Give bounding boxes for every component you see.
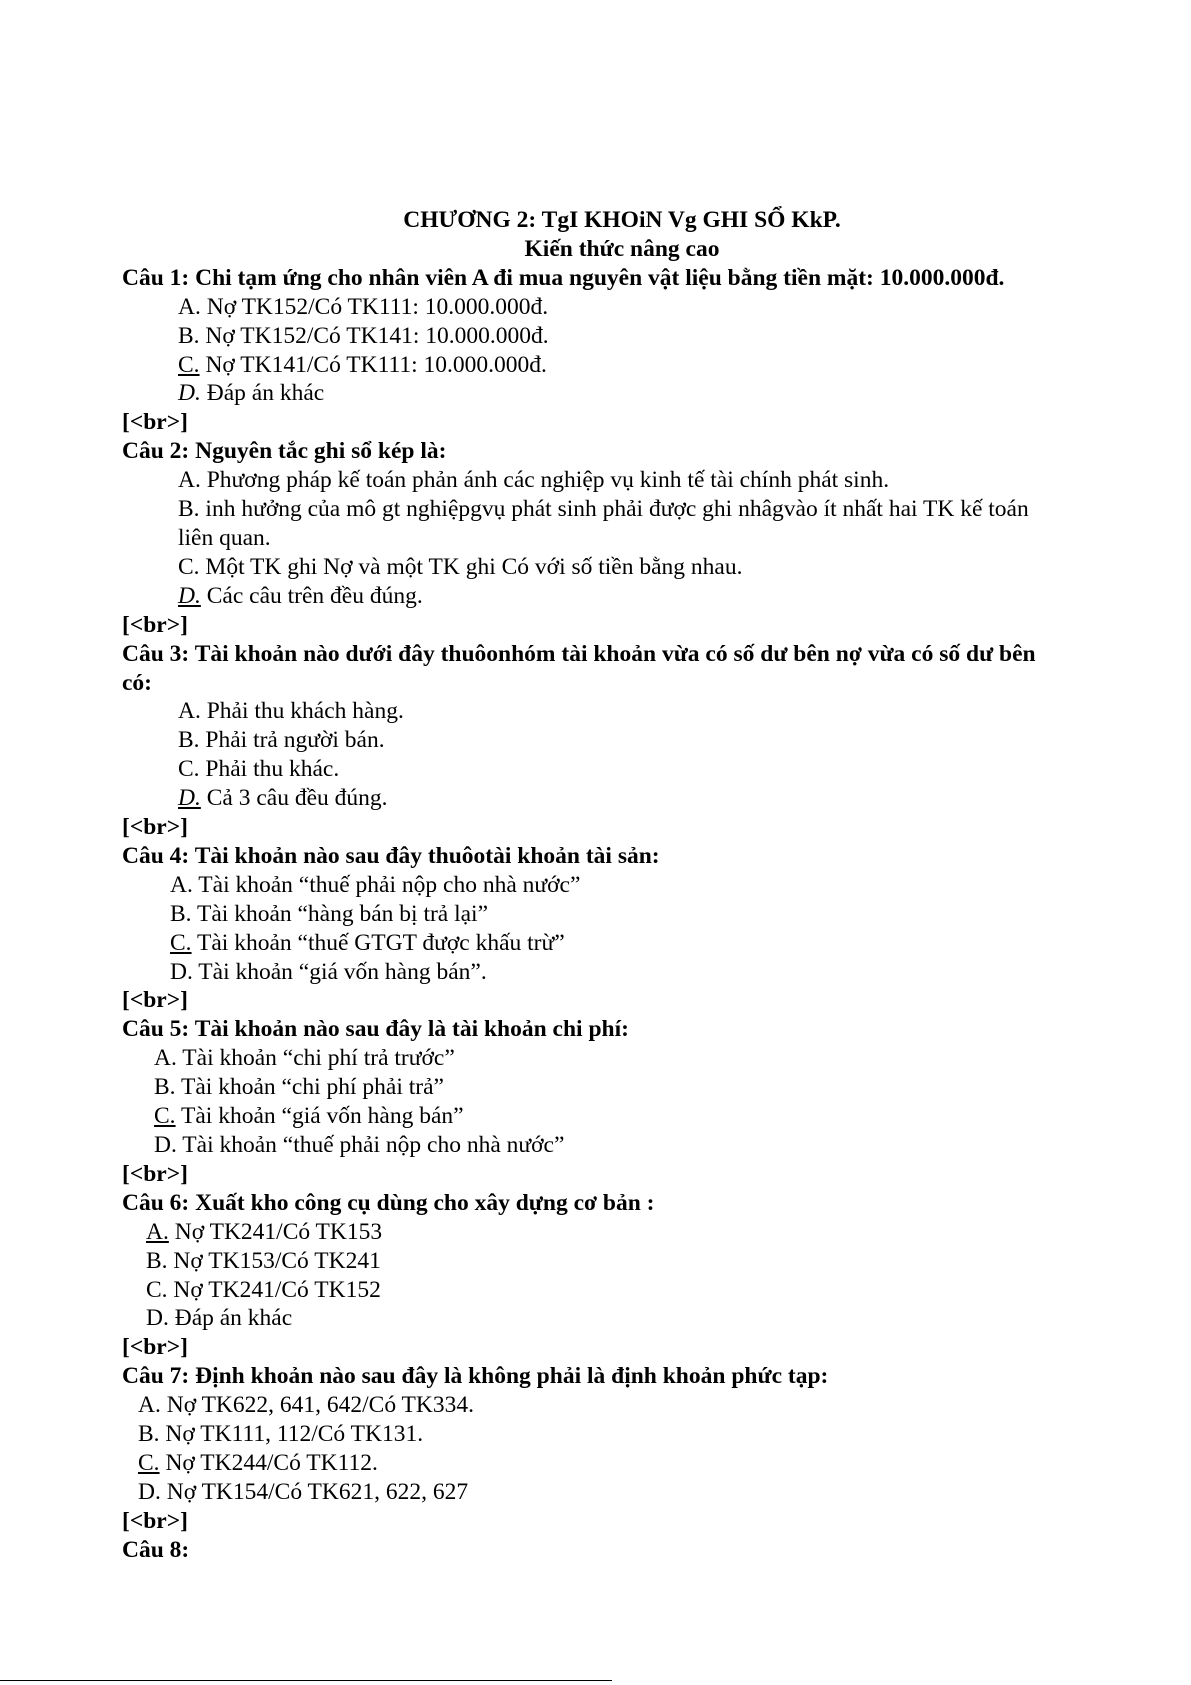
question-2-option-b-cont: liên quan. xyxy=(178,524,271,551)
answer-marker: D. xyxy=(178,582,201,609)
separator-3: [<br>] xyxy=(122,814,188,841)
question-6-stem: Câu 6: Xuất kho công cụ dùng cho xây dựng cơ bản : xyxy=(122,1189,655,1216)
option-text: Đáp án khác xyxy=(200,380,325,407)
question-5-option-b: B. Tài khoản “chi phí phải trả” xyxy=(154,1074,444,1101)
answer-marker: C. xyxy=(138,1449,160,1476)
question-5-option-d: D. Tài khoản “thuế phải nộp cho nhà nước” xyxy=(154,1132,565,1158)
question-2-option-a: A. Phương pháp kế toán phản ánh các nghiệp vụ kinh tế tài chính phát sinh. xyxy=(178,467,890,494)
chapter-title: CHƯƠNG 2: TgI KHOiN Vg GHI SỔ KkP. xyxy=(403,207,841,233)
document-content xyxy=(122,206,1122,1565)
question-7-option-a: A. Nợ TK622, 641, 642/Có TK334. xyxy=(138,1392,474,1419)
question-4-option-a: A. Tài khoản “thuế phải nộp cho nhà nước” xyxy=(170,871,581,898)
option-text: Tài khoản “thuế GTGT được khấu trừ” xyxy=(191,929,565,956)
question-7-option-d: D. Nợ TK154/Có TK621, 622, 627 xyxy=(138,1478,469,1505)
section-subtitle: Kiến thức nâng cao xyxy=(524,235,720,262)
separator-6: [<br>] xyxy=(122,1334,188,1361)
question-3-option-a: A. Phải thu khách hàng. xyxy=(178,698,404,725)
answer-marker: C. xyxy=(178,351,200,378)
question-1-option-a: A. Nợ TK152/Có TK111: 10.000.000đ. xyxy=(178,293,549,320)
question-1-option-d xyxy=(122,379,1122,408)
option-text: Cả 3 câu đều đúng. xyxy=(200,785,388,812)
question-2-stem: Câu 2: Nguyên tắc ghi sổ kép là: xyxy=(122,438,447,465)
question-8-stem: Câu 8: xyxy=(122,1536,190,1563)
question-4-stem: Câu 4: Tài khoản nào sau đây thuôotài khoản tài sản: xyxy=(122,842,660,869)
question-7-option-b: B. Nợ TK111, 112/Có TK131. xyxy=(138,1421,424,1448)
question-4-option-b: B. Tài khoản “hàng bán bị trả lại” xyxy=(170,900,489,927)
question-3-option-d xyxy=(122,784,1122,813)
separator-1: [<br>] xyxy=(122,409,188,436)
question-1-option-b: B. Nợ TK152/Có TK141: 10.000.000đ. xyxy=(178,322,549,349)
separator-4: [<br>] xyxy=(122,987,188,1014)
question-7-option-c xyxy=(122,1449,1122,1478)
question-6-option-b: B. Nợ TK153/Có TK241 xyxy=(146,1247,381,1274)
question-6-option-a xyxy=(122,1218,1122,1247)
question-2-option-b: B. inh hưởng của mô gt nghiệpgvụ phát sinh phải được ghi nhâgvào ít nhất hai TK kế toán xyxy=(178,496,1029,523)
question-3-stem: Câu 3: Tài khoản nào dưới đây thuôonhóm tài khoản vừa có số dư bên nợ vừa có số dư bên xyxy=(122,640,1036,667)
question-3-stem-cont: có: xyxy=(122,669,153,696)
question-5-option-c xyxy=(122,1102,1122,1131)
option-text: Tài khoản “giá vốn hàng bán” xyxy=(175,1103,464,1130)
answer-marker: D. xyxy=(178,785,201,812)
footer-dash xyxy=(600,1680,612,1681)
option-text: Các câu trên đều đúng. xyxy=(200,582,423,609)
question-3-option-c: C. Phải thu khác. xyxy=(178,756,340,783)
separator-7: [<br>] xyxy=(122,1507,188,1534)
question-4-option-c xyxy=(122,929,1122,958)
question-1-option-c xyxy=(122,351,1122,380)
answer-marker: C. xyxy=(154,1103,176,1130)
question-5-option-a: A. Tài khoản “chi phí trả trước” xyxy=(154,1045,455,1072)
option-letter: D. xyxy=(178,380,201,407)
question-3-option-b: B. Phải trả người bán. xyxy=(178,727,385,754)
question-7-stem: Câu 7: Định khoản nào sau đây là không phải là định khoản phức tạp: xyxy=(122,1363,829,1390)
question-1-stem: Câu 1: Chi tạm ứng cho nhân viên A đi mua nguyên vật liệu bằng tiền mặt: 10.000.000đ. xyxy=(122,264,1005,291)
question-4-option-d: D. Tài khoản “giá vốn hàng bán”. xyxy=(170,958,487,985)
separator-5: [<br>] xyxy=(122,1160,188,1187)
question-2-option-c: C. Một TK ghi Nợ và một TK ghi Có với số tiền bằng nhau. xyxy=(178,553,743,580)
footer-rule xyxy=(0,1680,600,1681)
question-5-stem: Câu 5: Tài khoản nào sau đây là tài khoản chi phí: xyxy=(122,1016,629,1043)
answer-marker: C. xyxy=(170,929,192,956)
question-2-option-d xyxy=(122,582,1122,611)
separator-2: [<br>] xyxy=(122,611,188,638)
option-text: Nợ TK141/Có TK111: 10.000.000đ. xyxy=(199,351,547,378)
option-text: Nợ TK244/Có TK112. xyxy=(159,1449,378,1476)
option-text: Nợ TK241/Có TK153 xyxy=(168,1218,383,1245)
question-6-option-d: D. Đáp án khác xyxy=(146,1305,293,1332)
question-6-option-c: C. Nợ TK241/Có TK152 xyxy=(146,1276,381,1303)
answer-marker: A. xyxy=(146,1218,169,1245)
